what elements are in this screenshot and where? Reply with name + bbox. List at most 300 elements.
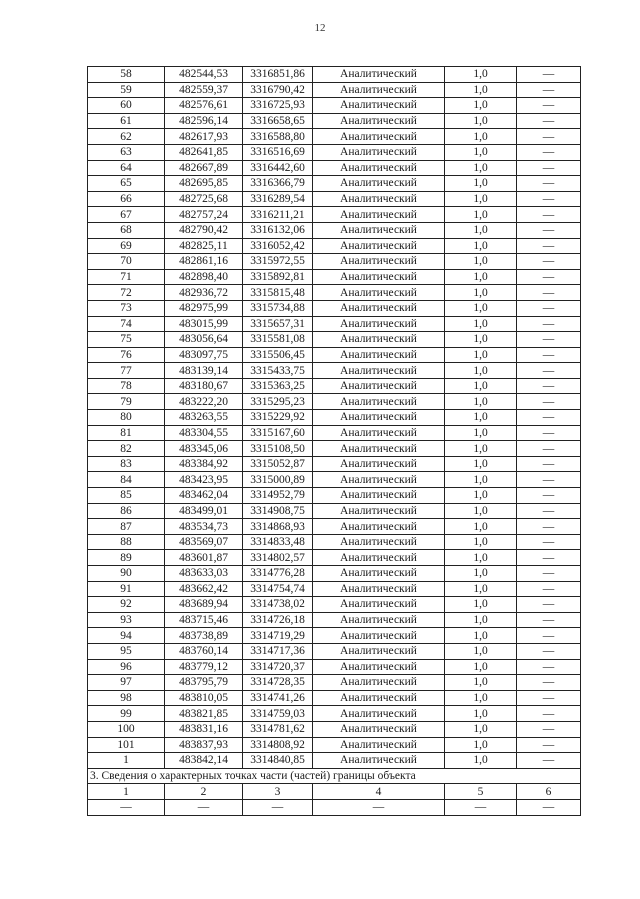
description-cell: — <box>517 347 581 363</box>
description-cell: — <box>517 394 581 410</box>
description-cell: — <box>517 519 581 535</box>
table-row <box>88 410 581 426</box>
accuracy-cell: 1,0 <box>445 144 517 160</box>
table-row <box>88 269 581 285</box>
y-coordinate-cell: 3314720,37 <box>243 659 313 675</box>
accuracy-cell: 1,0 <box>445 612 517 628</box>
table-row <box>88 363 581 379</box>
table-row <box>88 566 581 582</box>
accuracy-cell: 1,0 <box>445 643 517 659</box>
x-coordinate-cell: 483689,94 <box>165 597 243 613</box>
y-coordinate-cell: 3314728,35 <box>243 675 313 691</box>
y-coordinate-cell: 3314759,03 <box>243 706 313 722</box>
table-row <box>88 176 581 192</box>
x-coordinate-cell: 483715,46 <box>165 612 243 628</box>
description-cell: — <box>517 300 581 316</box>
x-coordinate-cell: 483015,99 <box>165 316 243 332</box>
accuracy-cell: 1,0 <box>445 566 517 582</box>
accuracy-cell: 1,0 <box>445 160 517 176</box>
point-number-cell: 69 <box>88 238 165 254</box>
y-coordinate-cell: 3315108,50 <box>243 441 313 457</box>
accuracy-cell: 1,0 <box>445 659 517 675</box>
accuracy-cell: 1,0 <box>445 425 517 441</box>
description-cell: — <box>517 456 581 472</box>
table-row <box>88 222 581 238</box>
y-coordinate-cell: 3314908,75 <box>243 503 313 519</box>
method-cell: Аналитический <box>313 441 445 457</box>
y-coordinate-cell: 3314741,26 <box>243 690 313 706</box>
section3-cell: — <box>165 799 243 815</box>
point-number-cell: 1 <box>88 753 165 769</box>
point-number-cell: 97 <box>88 675 165 691</box>
table-row <box>88 98 581 114</box>
method-cell: Аналитический <box>313 363 445 379</box>
accuracy-cell: 1,0 <box>445 472 517 488</box>
point-number-cell: 79 <box>88 394 165 410</box>
accuracy-cell: 1,0 <box>445 316 517 332</box>
point-number-cell: 98 <box>88 690 165 706</box>
description-cell: — <box>517 332 581 348</box>
accuracy-cell: 1,0 <box>445 67 517 83</box>
point-number-cell: 91 <box>88 581 165 597</box>
table-row <box>88 300 581 316</box>
table-row <box>88 160 581 176</box>
x-coordinate-cell: 482667,89 <box>165 160 243 176</box>
x-coordinate-cell: 482641,85 <box>165 144 243 160</box>
method-cell: Аналитический <box>313 222 445 238</box>
method-cell: Аналитический <box>313 254 445 270</box>
table-row <box>88 254 581 270</box>
x-coordinate-cell: 483534,73 <box>165 519 243 535</box>
method-cell: Аналитический <box>313 300 445 316</box>
description-cell: — <box>517 207 581 223</box>
x-coordinate-cell: 483304,55 <box>165 425 243 441</box>
x-coordinate-cell: 483821,85 <box>165 706 243 722</box>
table-row <box>88 347 581 363</box>
accuracy-cell: 1,0 <box>445 378 517 394</box>
y-coordinate-cell: 3314719,29 <box>243 628 313 644</box>
x-coordinate-cell: 482975,99 <box>165 300 243 316</box>
point-number-cell: 59 <box>88 82 165 98</box>
section3-cell: — <box>313 799 445 815</box>
table-row <box>88 441 581 457</box>
point-number-cell: 75 <box>88 332 165 348</box>
x-coordinate-cell: 482757,24 <box>165 207 243 223</box>
y-coordinate-cell: 3315734,88 <box>243 300 313 316</box>
y-coordinate-cell: 3315000,89 <box>243 472 313 488</box>
method-cell: Аналитический <box>313 643 445 659</box>
x-coordinate-cell: 483499,01 <box>165 503 243 519</box>
point-number-cell: 99 <box>88 706 165 722</box>
description-cell: — <box>517 67 581 83</box>
y-coordinate-cell: 3316790,42 <box>243 82 313 98</box>
x-coordinate-cell: 483633,03 <box>165 566 243 582</box>
point-number-cell: 58 <box>88 67 165 83</box>
method-cell: Аналитический <box>313 160 445 176</box>
section3-empty-row <box>88 799 581 815</box>
description-cell: — <box>517 612 581 628</box>
x-coordinate-cell: 482544,53 <box>165 67 243 83</box>
method-cell: Аналитический <box>313 98 445 114</box>
table-row <box>88 207 581 223</box>
description-cell: — <box>517 82 581 98</box>
table-row <box>88 597 581 613</box>
description-cell: — <box>517 129 581 145</box>
table-row <box>88 534 581 550</box>
description-cell: — <box>517 410 581 426</box>
x-coordinate-cell: 483760,14 <box>165 643 243 659</box>
description-cell: — <box>517 144 581 160</box>
table-row <box>88 144 581 160</box>
table-row <box>88 425 581 441</box>
point-number-cell: 73 <box>88 300 165 316</box>
x-coordinate-cell: 483662,42 <box>165 581 243 597</box>
x-coordinate-cell: 483837,93 <box>165 737 243 753</box>
x-coordinate-cell: 482695,85 <box>165 176 243 192</box>
accuracy-cell: 1,0 <box>445 285 517 301</box>
x-coordinate-cell: 482861,16 <box>165 254 243 270</box>
x-coordinate-cell: 483601,87 <box>165 550 243 566</box>
method-cell: Аналитический <box>313 332 445 348</box>
method-cell: Аналитический <box>313 67 445 83</box>
accuracy-cell: 1,0 <box>445 706 517 722</box>
description-cell: — <box>517 675 581 691</box>
point-number-cell: 86 <box>88 503 165 519</box>
description-cell: — <box>517 378 581 394</box>
coordinates-table <box>87 66 581 816</box>
table-row <box>88 456 581 472</box>
point-number-cell: 74 <box>88 316 165 332</box>
table-row <box>88 612 581 628</box>
table-row <box>88 316 581 332</box>
description-cell: — <box>517 690 581 706</box>
table-row <box>88 753 581 769</box>
x-coordinate-cell: 482725,68 <box>165 191 243 207</box>
method-cell: Аналитический <box>313 82 445 98</box>
accuracy-cell: 1,0 <box>445 191 517 207</box>
x-coordinate-cell: 483097,75 <box>165 347 243 363</box>
y-coordinate-cell: 3316442,60 <box>243 160 313 176</box>
point-number-cell: 100 <box>88 721 165 737</box>
table-row <box>88 721 581 737</box>
method-cell: Аналитический <box>313 597 445 613</box>
accuracy-cell: 1,0 <box>445 347 517 363</box>
method-cell: Аналитический <box>313 737 445 753</box>
method-cell: Аналитический <box>313 425 445 441</box>
x-coordinate-cell: 483462,04 <box>165 488 243 504</box>
page-number: 12 <box>314 22 326 34</box>
accuracy-cell: 1,0 <box>445 394 517 410</box>
accuracy-cell: 1,0 <box>445 581 517 597</box>
method-cell: Аналитический <box>313 113 445 129</box>
point-number-cell: 71 <box>88 269 165 285</box>
table-row <box>88 659 581 675</box>
description-cell: — <box>517 753 581 769</box>
accuracy-cell: 1,0 <box>445 503 517 519</box>
description-cell: — <box>517 503 581 519</box>
accuracy-cell: 1,0 <box>445 519 517 535</box>
description-cell: — <box>517 550 581 566</box>
point-number-cell: 77 <box>88 363 165 379</box>
description-cell: — <box>517 222 581 238</box>
description-cell: — <box>517 160 581 176</box>
method-cell: Аналитический <box>313 394 445 410</box>
table-row <box>88 675 581 691</box>
y-coordinate-cell: 3316658,65 <box>243 113 313 129</box>
point-number-cell: 95 <box>88 643 165 659</box>
point-number-cell: 87 <box>88 519 165 535</box>
y-coordinate-cell: 3315229,92 <box>243 410 313 426</box>
method-cell: Аналитический <box>313 207 445 223</box>
x-coordinate-cell: 483056,64 <box>165 332 243 348</box>
y-coordinate-cell: 3316132,06 <box>243 222 313 238</box>
y-coordinate-cell: 3316052,42 <box>243 238 313 254</box>
x-coordinate-cell: 482576,61 <box>165 98 243 114</box>
accuracy-cell: 1,0 <box>445 176 517 192</box>
x-coordinate-cell: 483795,79 <box>165 675 243 691</box>
method-cell: Аналитический <box>313 659 445 675</box>
method-cell: Аналитический <box>313 706 445 722</box>
method-cell: Аналитический <box>313 675 445 691</box>
y-coordinate-cell: 3314952,79 <box>243 488 313 504</box>
accuracy-cell: 1,0 <box>445 363 517 379</box>
accuracy-cell: 1,0 <box>445 628 517 644</box>
table-row <box>88 113 581 129</box>
method-cell: Аналитический <box>313 238 445 254</box>
y-coordinate-cell: 3315363,25 <box>243 378 313 394</box>
y-coordinate-cell: 3316725,93 <box>243 98 313 114</box>
accuracy-cell: 1,0 <box>445 597 517 613</box>
table-row <box>88 581 581 597</box>
table-row <box>88 332 581 348</box>
accuracy-cell: 1,0 <box>445 98 517 114</box>
section3-header-cell: 1 <box>88 784 165 800</box>
method-cell: Аналитический <box>313 519 445 535</box>
accuracy-cell: 1,0 <box>445 129 517 145</box>
method-cell: Аналитический <box>313 285 445 301</box>
x-coordinate-cell: 482936,72 <box>165 285 243 301</box>
description-cell: — <box>517 628 581 644</box>
point-number-cell: 62 <box>88 129 165 145</box>
y-coordinate-cell: 3314776,28 <box>243 566 313 582</box>
y-coordinate-cell: 3316289,54 <box>243 191 313 207</box>
accuracy-cell: 1,0 <box>445 675 517 691</box>
method-cell: Аналитический <box>313 612 445 628</box>
point-number-cell: 94 <box>88 628 165 644</box>
y-coordinate-cell: 3314808,92 <box>243 737 313 753</box>
method-cell: Аналитический <box>313 628 445 644</box>
method-cell: Аналитический <box>313 269 445 285</box>
description-cell: — <box>517 721 581 737</box>
method-cell: Аналитический <box>313 472 445 488</box>
x-coordinate-cell: 483842,14 <box>165 753 243 769</box>
table-row <box>88 191 581 207</box>
description-cell: — <box>517 737 581 753</box>
accuracy-cell: 1,0 <box>445 269 517 285</box>
table-row <box>88 628 581 644</box>
method-cell: Аналитический <box>313 753 445 769</box>
table-row <box>88 378 581 394</box>
accuracy-cell: 1,0 <box>445 441 517 457</box>
x-coordinate-cell: 482559,37 <box>165 82 243 98</box>
section3-cell: — <box>517 799 581 815</box>
point-number-cell: 60 <box>88 98 165 114</box>
y-coordinate-cell: 3315815,48 <box>243 285 313 301</box>
method-cell: Аналитический <box>313 378 445 394</box>
method-cell: Аналитический <box>313 347 445 363</box>
point-number-cell: 90 <box>88 566 165 582</box>
table-row <box>88 519 581 535</box>
point-number-cell: 64 <box>88 160 165 176</box>
method-cell: Аналитический <box>313 503 445 519</box>
accuracy-cell: 1,0 <box>445 550 517 566</box>
y-coordinate-cell: 3314781,62 <box>243 721 313 737</box>
point-number-cell: 82 <box>88 441 165 457</box>
table-row <box>88 82 581 98</box>
section3-block <box>88 768 581 815</box>
section3-title: 3. Сведения о характерных точках части (частей) границы объекта <box>88 768 581 784</box>
accuracy-cell: 1,0 <box>445 410 517 426</box>
accuracy-cell: 1,0 <box>445 113 517 129</box>
y-coordinate-cell: 3315657,31 <box>243 316 313 332</box>
point-number-cell: 88 <box>88 534 165 550</box>
point-number-cell: 78 <box>88 378 165 394</box>
x-coordinate-cell: 482825,11 <box>165 238 243 254</box>
accuracy-cell: 1,0 <box>445 534 517 550</box>
y-coordinate-cell: 3315295,23 <box>243 394 313 410</box>
x-coordinate-cell: 483222,20 <box>165 394 243 410</box>
point-number-cell: 96 <box>88 659 165 675</box>
description-cell: — <box>517 534 581 550</box>
point-number-cell: 76 <box>88 347 165 363</box>
point-number-cell: 61 <box>88 113 165 129</box>
description-cell: — <box>517 238 581 254</box>
section3-header-cell: 6 <box>517 784 581 800</box>
description-cell: — <box>517 285 581 301</box>
point-number-cell: 66 <box>88 191 165 207</box>
accuracy-cell: 1,0 <box>445 222 517 238</box>
y-coordinate-cell: 3316366,79 <box>243 176 313 192</box>
description-cell: — <box>517 441 581 457</box>
y-coordinate-cell: 3315506,45 <box>243 347 313 363</box>
x-coordinate-cell: 483263,55 <box>165 410 243 426</box>
y-coordinate-cell: 3315892,81 <box>243 269 313 285</box>
point-number-cell: 83 <box>88 456 165 472</box>
accuracy-cell: 1,0 <box>445 254 517 270</box>
y-coordinate-cell: 3314833,48 <box>243 534 313 550</box>
x-coordinate-cell: 483423,95 <box>165 472 243 488</box>
section3-header-row <box>88 784 581 800</box>
point-number-cell: 68 <box>88 222 165 238</box>
accuracy-cell: 1,0 <box>445 332 517 348</box>
point-number-cell: 80 <box>88 410 165 426</box>
accuracy-cell: 1,0 <box>445 456 517 472</box>
method-cell: Аналитический <box>313 456 445 472</box>
method-cell: Аналитический <box>313 488 445 504</box>
y-coordinate-cell: 3314840,85 <box>243 753 313 769</box>
accuracy-cell: 1,0 <box>445 238 517 254</box>
y-coordinate-cell: 3315581,08 <box>243 332 313 348</box>
description-cell: — <box>517 706 581 722</box>
point-number-cell: 67 <box>88 207 165 223</box>
y-coordinate-cell: 3314868,93 <box>243 519 313 535</box>
table-row <box>88 706 581 722</box>
method-cell: Аналитический <box>313 534 445 550</box>
y-coordinate-cell: 3315433,75 <box>243 363 313 379</box>
table-row <box>88 503 581 519</box>
description-cell: — <box>517 643 581 659</box>
description-cell: — <box>517 472 581 488</box>
x-coordinate-cell: 483345,06 <box>165 441 243 457</box>
table-row <box>88 285 581 301</box>
table-row <box>88 129 581 145</box>
description-cell: — <box>517 363 581 379</box>
description-cell: — <box>517 191 581 207</box>
description-cell: — <box>517 581 581 597</box>
accuracy-cell: 1,0 <box>445 690 517 706</box>
method-cell: Аналитический <box>313 721 445 737</box>
y-coordinate-cell: 3314726,18 <box>243 612 313 628</box>
method-cell: Аналитический <box>313 581 445 597</box>
x-coordinate-cell: 482790,42 <box>165 222 243 238</box>
point-number-cell: 85 <box>88 488 165 504</box>
y-coordinate-cell: 3314717,36 <box>243 643 313 659</box>
description-cell: — <box>517 659 581 675</box>
table-row <box>88 472 581 488</box>
point-number-cell: 63 <box>88 144 165 160</box>
table-row <box>88 643 581 659</box>
point-number-cell: 70 <box>88 254 165 270</box>
method-cell: Аналитический <box>313 550 445 566</box>
section3-cell: — <box>88 799 165 815</box>
accuracy-cell: 1,0 <box>445 207 517 223</box>
y-coordinate-cell: 3314802,57 <box>243 550 313 566</box>
method-cell: Аналитический <box>313 566 445 582</box>
x-coordinate-cell: 483180,67 <box>165 378 243 394</box>
table-row <box>88 690 581 706</box>
accuracy-cell: 1,0 <box>445 753 517 769</box>
description-cell: — <box>517 98 581 114</box>
accuracy-cell: 1,0 <box>445 82 517 98</box>
y-coordinate-cell: 3316211,21 <box>243 207 313 223</box>
point-number-cell: 65 <box>88 176 165 192</box>
table-row <box>88 550 581 566</box>
accuracy-cell: 1,0 <box>445 737 517 753</box>
y-coordinate-cell: 3314754,74 <box>243 581 313 597</box>
accuracy-cell: 1,0 <box>445 300 517 316</box>
section3-header-cell: 5 <box>445 784 517 800</box>
point-number-cell: 93 <box>88 612 165 628</box>
x-coordinate-cell: 483569,07 <box>165 534 243 550</box>
method-cell: Аналитический <box>313 129 445 145</box>
table-row <box>88 488 581 504</box>
x-coordinate-cell: 482617,93 <box>165 129 243 145</box>
method-cell: Аналитический <box>313 144 445 160</box>
y-coordinate-cell: 3314738,02 <box>243 597 313 613</box>
x-coordinate-cell: 482596,14 <box>165 113 243 129</box>
x-coordinate-cell: 482898,40 <box>165 269 243 285</box>
section3-header-cell: 4 <box>313 784 445 800</box>
method-cell: Аналитический <box>313 176 445 192</box>
description-cell: — <box>517 566 581 582</box>
section3-cell: — <box>243 799 313 815</box>
point-number-cell: 92 <box>88 597 165 613</box>
section3-cell: — <box>445 799 517 815</box>
y-coordinate-cell: 3316516,69 <box>243 144 313 160</box>
x-coordinate-cell: 483779,12 <box>165 659 243 675</box>
y-coordinate-cell: 3315972,55 <box>243 254 313 270</box>
table-row <box>88 737 581 753</box>
